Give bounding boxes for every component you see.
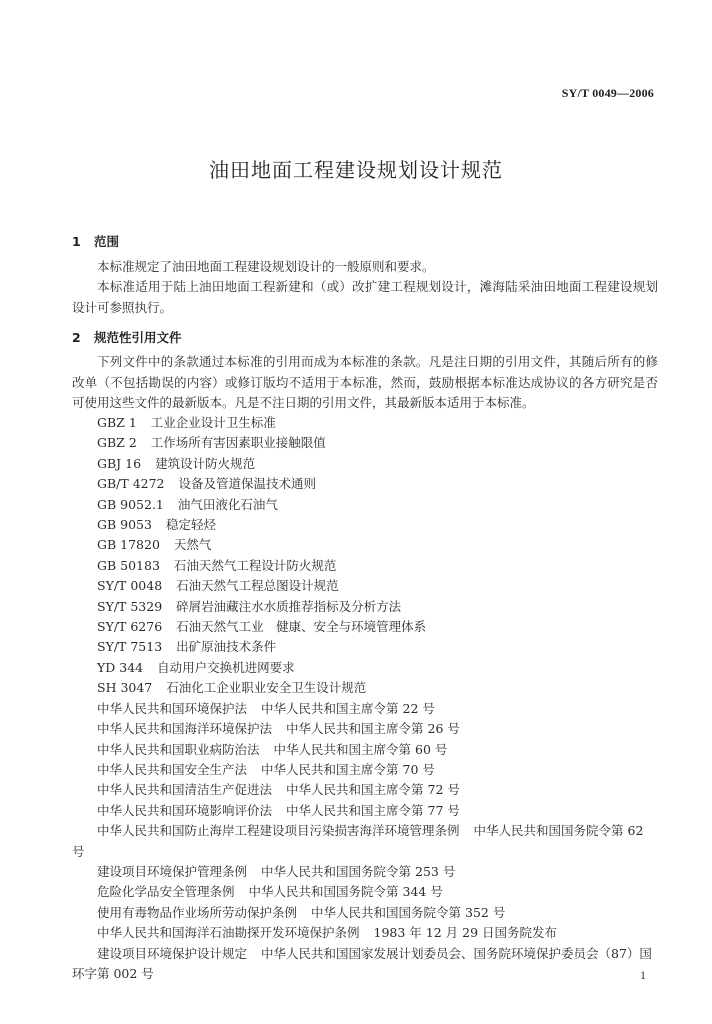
- reference-code: SY/T 6276: [97, 619, 163, 635]
- reference-code: GB 9053: [97, 517, 152, 533]
- reference-name: 建筑设计防火规范: [155, 455, 256, 471]
- reference-item: [72, 474, 658, 494]
- reference-name: 中华人民共和国安全生产法: [97, 761, 248, 777]
- reference-item: [72, 740, 658, 760]
- reference-item: [72, 495, 658, 515]
- reference-item: [72, 699, 658, 719]
- reference-name: 危险化学品安全管理条例: [97, 884, 235, 900]
- scope-paragraph-2: 本标准适用于陆上油田地面工程新建和（或）改扩建工程规划设计，滩海陆采油田地面工程建设规划设计可参照执行。: [72, 279, 658, 315]
- normative-refs-intro: 下列文件中的条款通过本标准的引用而成为本标准的条款。凡是注日期的引用文件，其随后所有的修改单（不包括勘误的内容）或修订版均不适用于本标准，然而，鼓励根据本标准达成协议的各方研究是否可使用这些文件的最新版本。凡是不注日期的引用文件，其最新版本适用于本标准。: [72, 354, 658, 410]
- reference-code: GB 17820: [97, 537, 160, 553]
- reference-name: 建设项目环境保护管理条例: [97, 863, 248, 879]
- reference-name: 稳定轻烃: [165, 517, 216, 533]
- reference-code: GB 9052.1: [97, 496, 164, 512]
- reference-name: 石油化工企业职业安全卫生设计规范: [166, 680, 367, 696]
- reference-issuer: 中华人民共和国国务院令第 344 号: [248, 884, 443, 900]
- reference-item: [72, 678, 658, 698]
- reference-name: 出矿原油技术条件: [176, 639, 277, 655]
- reference-issuer: 中华人民共和国国务院令第 253 号: [261, 863, 456, 879]
- reference-issuer: 1983 年 12 月 29 日国务院发布: [373, 925, 558, 941]
- reference-code: SH 3047: [97, 680, 153, 696]
- reference-item: [72, 617, 658, 637]
- reference-issuer: 中华人民共和国主席令第 72 号: [286, 782, 460, 798]
- reference-issuer: 中华人民共和国主席令第 26 号: [286, 721, 460, 737]
- reference-issuer: 中华人民共和国主席令第 60 号: [273, 741, 448, 757]
- reference-list: [72, 413, 658, 984]
- section-number: 1: [72, 234, 81, 249]
- reference-code: SY/T 5329: [97, 598, 163, 614]
- section-heading-scope: [72, 232, 119, 250]
- reference-name: 工业企业设计卫生标准: [150, 415, 276, 430]
- reference-name: 石油天然气工业 健康、安全与环境管理体系: [176, 619, 427, 635]
- reference-code: GB/T 4272: [97, 476, 165, 492]
- reference-issuer: 中华人民共和国国务院令第 62 号: [72, 823, 644, 859]
- scope-paragraph-1: 本标准规定了油田地面工程建设规划设计的一般原则和要求。: [97, 259, 435, 274]
- reference-name: 建设项目环境保护设计规定: [97, 945, 248, 961]
- section-heading-normative-refs: [72, 328, 182, 346]
- reference-issuer: 中华人民共和国国务院令第 352 号: [311, 904, 506, 920]
- reference-name: 工作场所有害因素职业接触限值: [150, 435, 326, 451]
- reference-item: [72, 454, 658, 474]
- reference-name: 中华人民共和国环境影响评价法: [97, 802, 273, 818]
- reference-item: [72, 760, 658, 780]
- reference-code: YD 344: [97, 659, 144, 675]
- reference-item: [72, 923, 658, 943]
- standard-code: SY/T 0049—2006: [561, 86, 654, 100]
- reference-item: [72, 535, 658, 555]
- reference-name: 中华人民共和国环境保护法: [97, 700, 248, 716]
- reference-name: 天然气: [173, 537, 212, 553]
- reference-issuer: 中华人民共和国主席令第 22 号: [261, 700, 435, 716]
- reference-name: 碎屑岩油藏注水水质推荐指标及分析方法: [176, 598, 402, 614]
- reference-name: 中华人民共和国海洋石油勘探开发环境保护条例: [97, 925, 360, 941]
- reference-code: GB 50183: [97, 557, 160, 573]
- reference-item: [72, 780, 658, 800]
- reference-item: [72, 903, 658, 923]
- reference-item: [72, 719, 658, 739]
- reference-issuer: 中华人民共和国国家发展计划委员会、国务院环境保护委员会（87）国环字第 002 号: [72, 945, 652, 981]
- reference-code: GBZ 2: [97, 435, 137, 451]
- reference-issuer: 中华人民共和国主席令第 70 号: [261, 761, 435, 777]
- reference-item: [72, 801, 658, 821]
- reference-item: [72, 821, 658, 862]
- reference-code: SY/T 0048: [97, 578, 163, 594]
- reference-name: 中华人民共和国清洁生产促进法: [97, 782, 273, 798]
- section-number: 2: [72, 330, 81, 345]
- reference-item: [72, 556, 658, 576]
- reference-name: 油气田液化石油气: [177, 496, 278, 512]
- reference-name: 石油天然气工程设计防火规范: [173, 557, 337, 573]
- reference-item: [72, 658, 658, 678]
- reference-name: 中华人民共和国职业病防治法: [97, 741, 260, 757]
- reference-name: 使用有毒物品作业场所劳动保护条例: [97, 904, 298, 920]
- page-number: 1: [640, 968, 646, 982]
- reference-name: 中华人民共和国海洋环境保护法: [97, 721, 273, 737]
- reference-code: GBJ 16: [97, 455, 142, 471]
- reference-code: SY/T 7513: [97, 639, 163, 655]
- reference-name: 设备及管道保温技术通则: [178, 476, 317, 492]
- reference-item: [72, 944, 658, 985]
- document-title: 油田地面工程建设规划设计规范: [209, 158, 503, 182]
- reference-item: [72, 597, 658, 617]
- reference-item: [72, 862, 658, 882]
- reference-item: [72, 576, 658, 596]
- reference-name: 石油天然气工程总图设计规范: [176, 578, 339, 594]
- reference-issuer: 中华人民共和国主席令第 77 号: [286, 802, 460, 818]
- reference-item: [72, 433, 658, 453]
- reference-item: [72, 515, 658, 535]
- reference-name: 自动用户交换机进网要求: [157, 659, 295, 675]
- reference-item: [72, 882, 658, 902]
- reference-item: [72, 637, 658, 657]
- section-title: 范围: [94, 234, 120, 249]
- reference-name: 中华人民共和国防止海岸工程建设项目污染损害海洋环境管理条例: [97, 823, 460, 839]
- section-title: 规范性引用文件: [94, 330, 182, 345]
- reference-code: GBZ 1: [97, 415, 137, 430]
- reference-item: [72, 413, 658, 433]
